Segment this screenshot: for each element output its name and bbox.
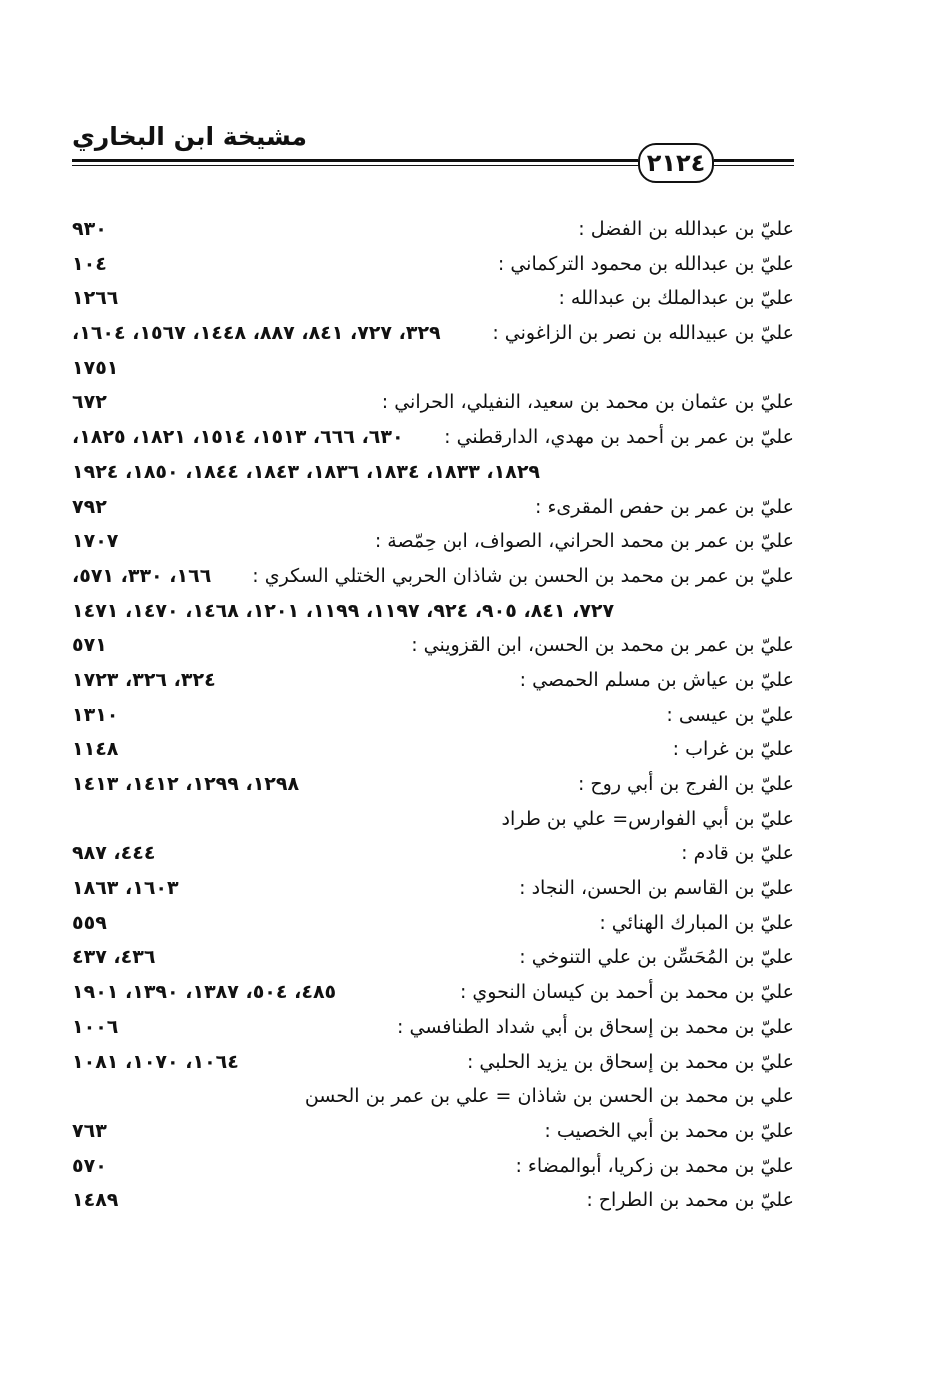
entry-refs: ١٣١٠	[72, 703, 119, 726]
index-entry	[72, 247, 794, 282]
entry-name: عليّ بن عمر بن محمد بن الحسن بن شاذان الحربي الختلي السكري :	[252, 564, 794, 587]
header-rule-right	[714, 159, 794, 162]
entry-refs: ٩٣٠	[72, 218, 107, 240]
index-entry	[72, 455, 794, 490]
index-entry	[72, 767, 794, 802]
entry-refs: ١١٤٨	[72, 738, 119, 761]
entry-name: عليّ بن عمر بن أحمد بن مهدي، الدارقطني :	[444, 426, 794, 449]
header-rule-right-thin	[714, 165, 794, 166]
entry-refs: ٧٩٢	[72, 495, 107, 518]
entry-refs: ٦٧٢	[72, 391, 107, 414]
entry-name: عليّ بن محمد بن زكريا، أبوالمضاء :	[515, 1154, 794, 1177]
entry-refs: ٧٦٣	[72, 1119, 107, 1142]
index-entry	[72, 281, 794, 316]
entry-refs: ١٠٤	[72, 252, 107, 275]
entry-refs: ١٧٠٧	[72, 530, 119, 553]
entry-name: عليّ بن عمر بن محمد الحراني، الصواف، ابن حِمّصة :	[374, 530, 794, 553]
index-entry	[72, 1045, 794, 1080]
entry-name: عليّ بن عمر بن حفص المقرىء :	[535, 495, 794, 518]
entry-refs: ٥٧١	[72, 634, 107, 657]
entry-name: عليّ بن القاسم بن الحسن، النجاد :	[519, 877, 794, 900]
entry-refs: ٥٥٩	[72, 911, 107, 934]
entry-name: عليّ بن محمد بن إسحاق بن يزيد الحلبي :	[466, 1050, 794, 1073]
entry-name: عليّ بن محمد بن الطراح :	[586, 1189, 794, 1212]
entry-name: عليّ بن المُحَسِّن بن علي التنوخي :	[519, 946, 794, 969]
index-entry	[72, 1114, 794, 1149]
entry-refs: ٤٨٥، ٥٠٤، ١٣٨٧، ١٣٩٠، ١٩٠١	[72, 981, 337, 1004]
entry-refs: ٣٢٤، ٣٢٦، ١٧٢٣	[72, 668, 216, 691]
entry-name: عليّ بن أبي الفوارس= علي بن طراد	[501, 807, 794, 830]
entry-name: عليّ بن محمد بن إسحاق بن أبي شداد الطنافسي :	[397, 1015, 794, 1038]
entry-name: عليّ بن محمد بن أحمد بن كيسان النحوي :	[459, 981, 794, 1004]
entry-refs: ٣٢٩، ٧٢٧، ٨٤١، ٨٨٧، ١٤٤٨، ١٥٦٧، ١٦٠٤،	[72, 322, 441, 345]
entry-refs: ١٦٦، ٣٣٠، ٥٧١،	[72, 564, 212, 587]
index-entry	[72, 559, 794, 594]
entry-name: عليّ بن عيسى :	[666, 703, 794, 726]
book-title: مشيخة ابن البخاري	[72, 122, 308, 151]
index-entry	[72, 871, 794, 906]
entry-refs: ١٠٠٦	[72, 1015, 119, 1038]
entry-refs: ٤٣٦، ٤٣٧	[72, 946, 156, 969]
entry-name: عليّ بن عبيدالله بن نصر بن الزاغوني :	[492, 322, 794, 345]
entry-name: علي بن محمد بن الحسن بن شاذان = علي بن عمر بن الحسن	[304, 1085, 794, 1108]
entry-name: عليّ بن غراب :	[672, 738, 794, 761]
entry-refs: ٤٤٤، ٩٨٧	[72, 842, 156, 865]
header-rule-left	[72, 159, 638, 162]
entry-name: عليّ بن عمر بن محمد بن الحسن، ابن القزويني :	[411, 634, 794, 657]
entry-name: عليّ بن عبدالله بن محمود التركماني :	[497, 252, 794, 275]
index-entry	[72, 351, 794, 386]
index-entry	[72, 385, 794, 420]
entry-refs: ١٢٦٦	[72, 287, 119, 310]
page-number: ٢١٢٤	[638, 143, 714, 183]
index-entry	[72, 316, 794, 351]
index-entry	[72, 698, 794, 733]
entry-name: عليّ بن عياش بن مسلم الحمصي :	[519, 668, 794, 691]
entry-name: عليّ بن الفرج بن أبي روح :	[577, 773, 794, 795]
index-entry	[72, 906, 794, 941]
entry-refs: ١٢٩٨، ١٢٩٩، ١٤١٢، ١٤١٣	[72, 773, 300, 795]
entry-refs: ١٦٠٣، ١٨٦٣	[72, 877, 179, 900]
index-entry	[72, 732, 794, 767]
entry-name: عليّ بن قادم :	[681, 842, 794, 865]
index-entries	[72, 212, 794, 1218]
entry-refs: ٥٧٠	[72, 1154, 107, 1177]
index-entry	[72, 836, 794, 871]
entry-refs: ١٧٥١	[72, 356, 119, 379]
index-entry	[72, 490, 794, 525]
index-entry	[72, 1010, 794, 1045]
entry-refs: ١٤٨٩	[72, 1189, 119, 1212]
entry-name: عليّ بن عبدالملك بن عبدالله :	[558, 287, 794, 310]
entry-refs: ١٠٦٤، ١٠٧٠، ١٠٨١	[72, 1050, 239, 1073]
index-entry	[72, 420, 794, 455]
entry-refs: ١٨٢٩، ١٨٣٣، ١٨٣٤، ١٨٣٦، ١٨٤٣، ١٨٤٤، ١٨٥٠، ١٩٢٤	[72, 460, 541, 483]
index-entry	[72, 975, 794, 1010]
index-entry	[72, 1149, 794, 1184]
index-entry	[72, 663, 794, 698]
index-entry	[72, 628, 794, 663]
index-entry	[72, 594, 794, 629]
entry-name: عليّ بن عبدالله بن الفضل :	[578, 218, 794, 240]
entry-name: عليّ بن محمد بن أبي الخصيب :	[544, 1119, 794, 1142]
entry-refs: ٦٣٠، ٦٦٦، ١٥١٣، ١٥١٤، ١٨٢١، ١٨٢٥،	[72, 426, 404, 449]
entry-name: عليّ بن عثمان بن محمد بن سعيد، النفيلي، الحراني :	[381, 391, 794, 414]
entry-refs: ٧٢٧، ٨٤١، ٩٠٥، ٩٢٤، ١١٩٧، ١١٩٩، ١٢٠١، ١٤٦٨، ١٤٧٠، ١٤٧١	[72, 599, 615, 622]
index-entry	[72, 524, 794, 559]
index-entry	[72, 1183, 794, 1218]
index-entry	[72, 1079, 794, 1114]
entry-name: عليّ بن المبارك الهنائي :	[599, 911, 794, 934]
index-entry	[72, 212, 794, 247]
index-entry	[72, 802, 794, 837]
index-entry	[72, 940, 794, 975]
header-rule-left-thin	[72, 165, 638, 166]
